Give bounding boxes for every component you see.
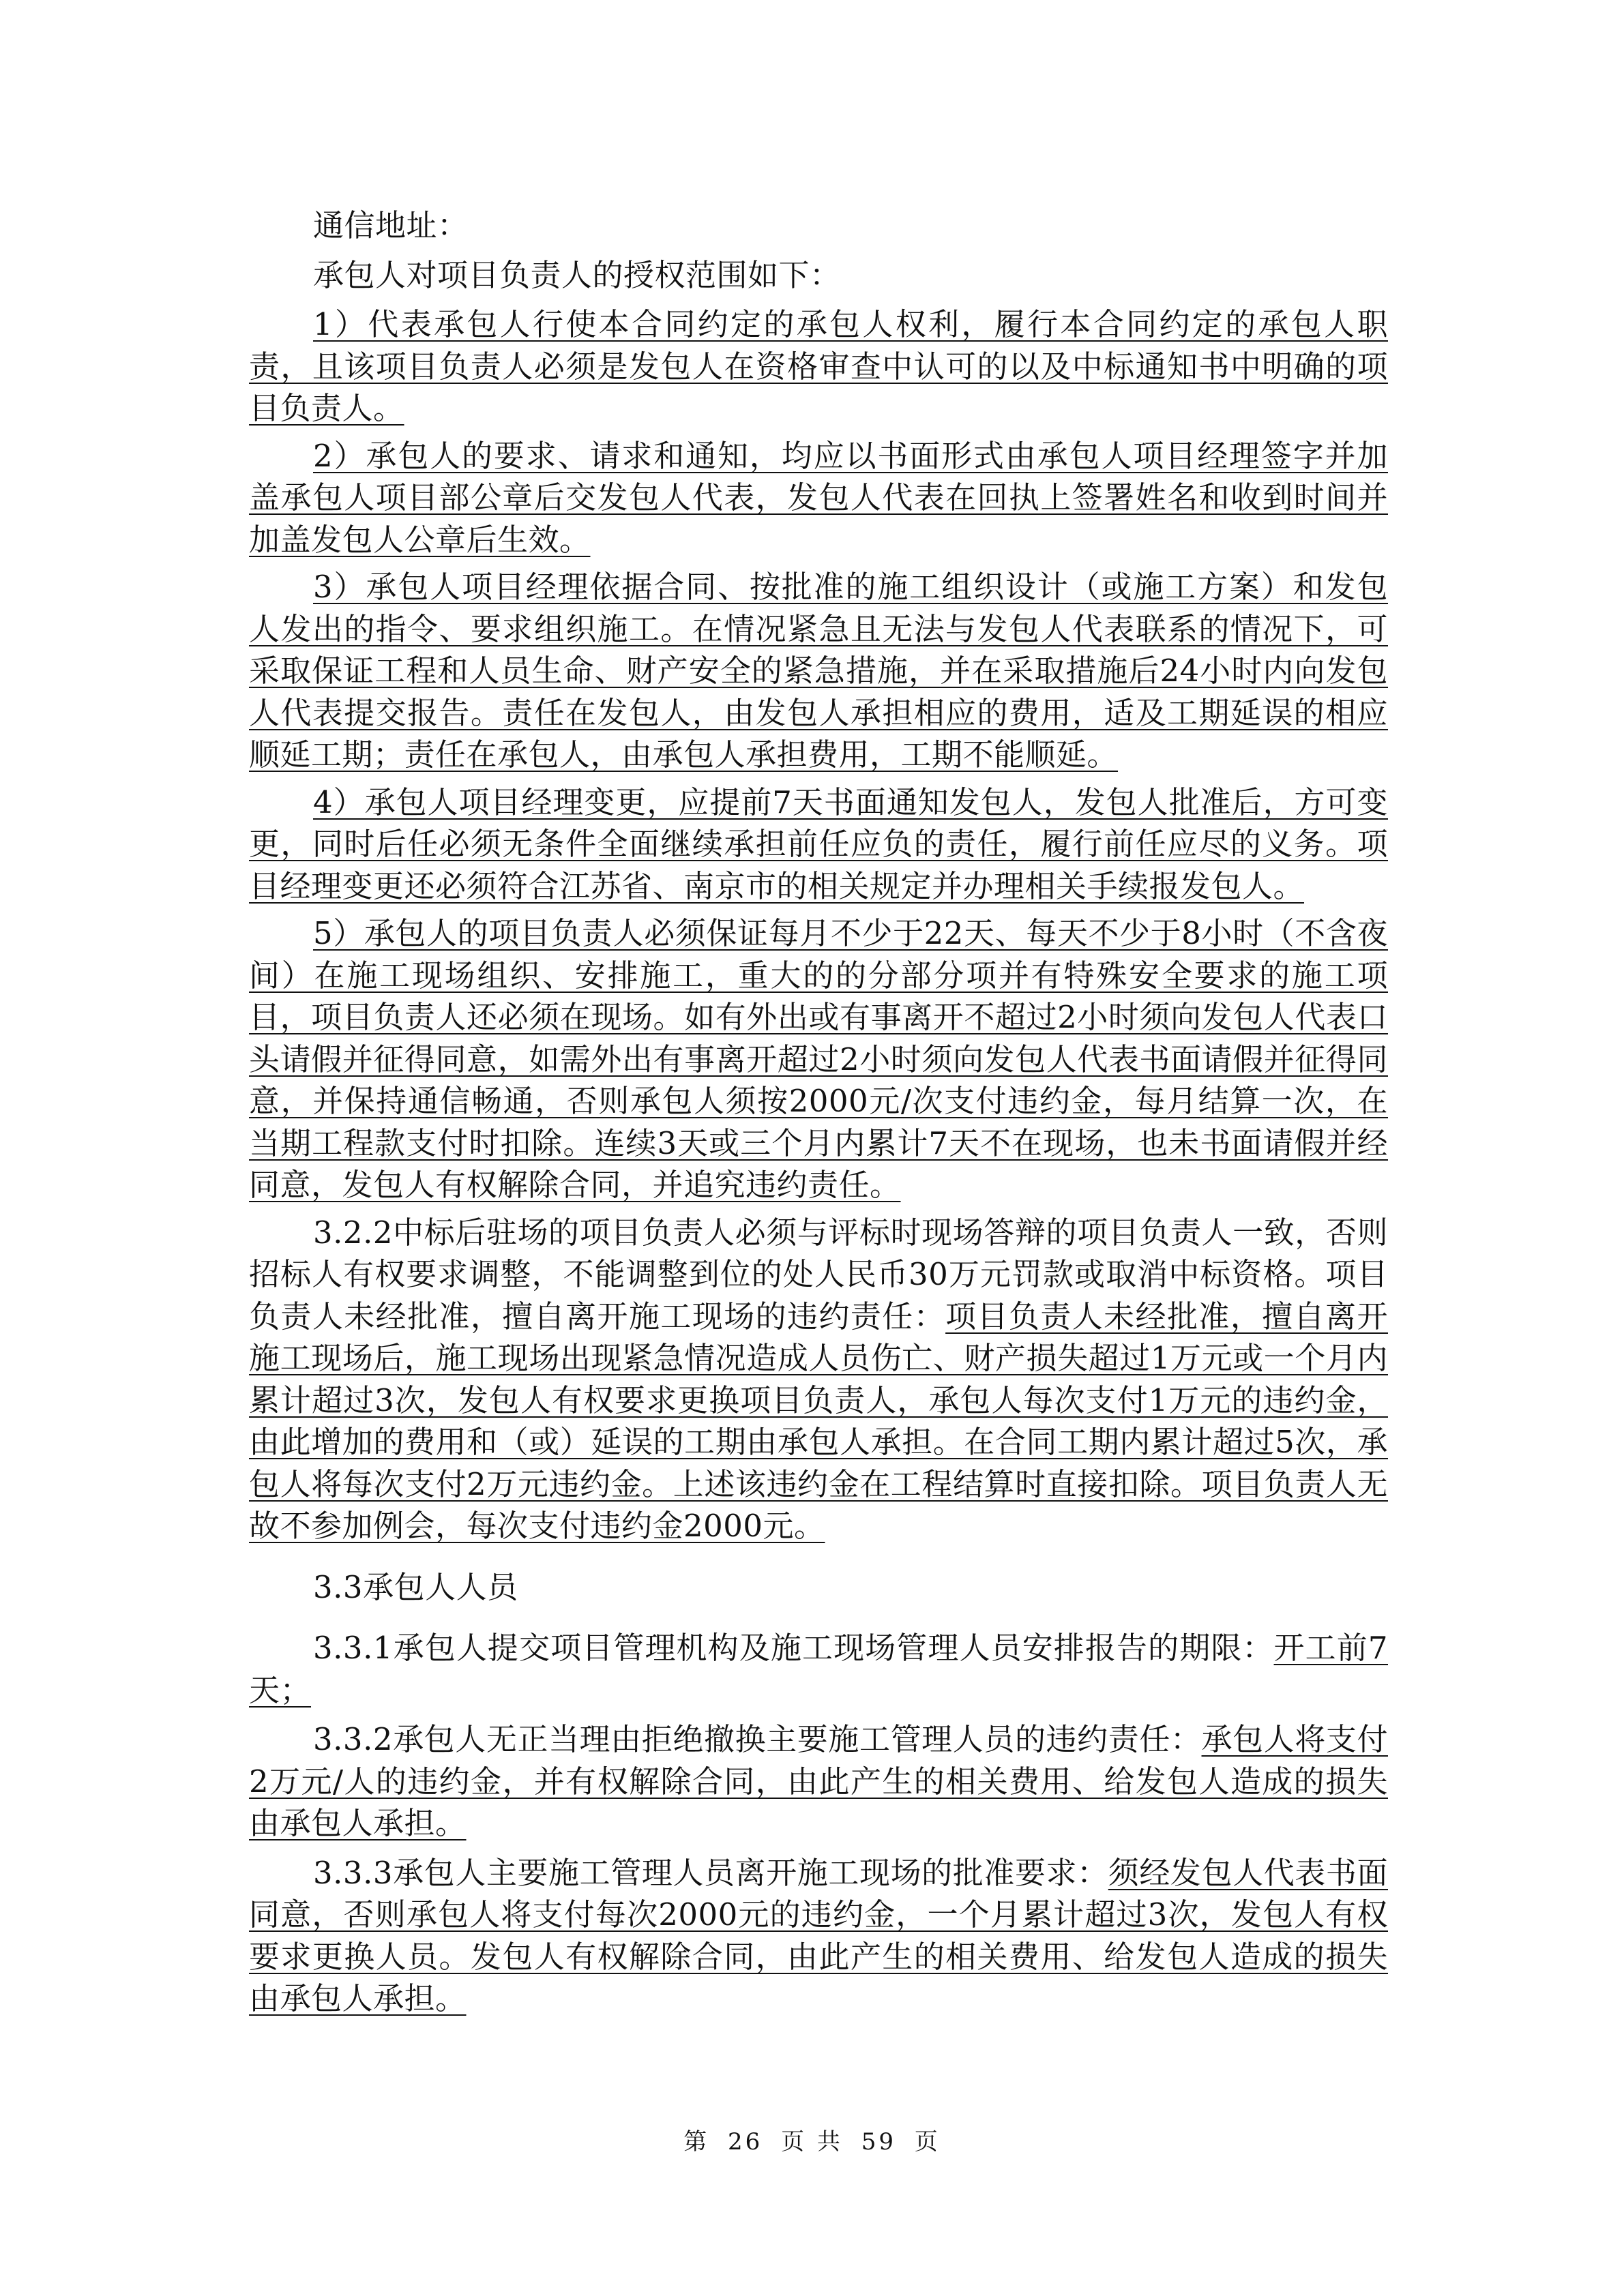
- underlined-text: 开工前7天；: [249, 1630, 1388, 1708]
- page-footer: [0, 2123, 1624, 2156]
- paragraph-item-2: [249, 435, 1388, 561]
- paragraph-text: 承包人对项目负责人的授权范围如下：: [313, 256, 841, 293]
- paragraph-text: 3.2.2中标后驻场的项目负责人必须与评标时现场答辩的项目负责人一致，否则招标人有权要求调整，不能调整到位的处人民币30万元罚款或取消中标资格。项目负责人未经批准，擅自离开施工现场的违约责任：: [249, 1214, 1388, 1335]
- paragraph-text: 3.3.3承包人主要施工管理人员离开施工现场的批准要求：: [313, 1854, 1108, 1891]
- underlined-text: 须经发包人代表书面同意，否则承包人将支付每次2000元的违约金，一个月累计超过3次，发包人有权要求更换人员。发包人有权解除合同，由此产生的相关费用、给发包人造成的损失由承包人承担。: [249, 1854, 1388, 2016]
- footer-current-page: 26: [728, 2128, 763, 2156]
- paragraph-text: 通信地址：: [313, 207, 469, 243]
- underlined-text: 1）代表承包人行使本合同约定的承包人权利，履行本合同约定的承包人职责，且该项目负责人必须是发包人在资格审查中认可的以及中标通知书中明确的项目负责人。: [249, 306, 1388, 426]
- paragraph-item-4: [249, 781, 1388, 908]
- underlined-text: 4）承包人项目经理变更，应提前7天书面通知发包人，发包人批准后，方可变更，同时后任必须无条件全面继续承担前任应负的责任，履行前任应尽的义务。项目经理变更还必须符合江苏省、南京市的相关规定并办理相关手续报发包人。: [249, 784, 1388, 904]
- footer-middle: 页 共: [781, 2128, 843, 2156]
- paragraph-item-5: [249, 912, 1388, 1206]
- underlined-text: 5）承包人的项目负责人必须保证每月不少于22天、每天不少于8小时（不含夜间）在施工现场组织、安排施工，重大的的分部分项并有特殊安全要求的施工项目，项目负责人还必须在现场。如有外出或有事离开不超过2小时须向发包人代表口头请假并征得同意，如需外出有事离开超过2小时须向发包人代表书面请假并征得同意，并保持通信畅通，否则承包人须按2000元/次支付违约金，每月结算一次，在当期工程款支付时扣除。连续3天或三个月内累计7天不在现场，也未书面请假并经同意，发包人有权解除合同，并追究违约责任。: [249, 915, 1388, 1203]
- paragraph-text: 3.3.1承包人提交项目管理机构及施工现场管理人员安排报告的期限：: [313, 1630, 1274, 1666]
- paragraph-item-3: [249, 566, 1388, 776]
- footer-suffix: 页: [914, 2128, 941, 2156]
- paragraph-3-3-3: [249, 1852, 1388, 2020]
- paragraph-3-3-1: [249, 1627, 1388, 1711]
- underlined-text: 3）承包人项目经理依据合同、按批准的施工组织设计（或施工方案）和发包人发出的指令、要求组织施工。在情况紧急且无法与发包人代表联系的情况下，可采取保证工程和人员生命、财产安全的紧急措施，并在采取措施后24小时内向发包人代表提交报告。责任在发包人，由发包人承担相应的费用，适及工期延误的相应顺延工期；责任在承包人，由承包人承担费用，工期不能顺延。: [249, 569, 1388, 773]
- section-heading-3-3: [249, 1566, 1388, 1609]
- paragraph-3-2-2: [249, 1212, 1388, 1547]
- underlined-text: 承包人将支付2万元/人的违约金，并有权解除合同，由此产生的相关费用、给发包人造成的损失由承包人承担。: [249, 1721, 1388, 1841]
- paragraph-text: 3.3承包人人员: [313, 1568, 518, 1605]
- paragraph-item-1: [249, 303, 1388, 430]
- paragraph-address: [249, 205, 1388, 247]
- paragraph-3-3-2: [249, 1718, 1388, 1845]
- underlined-text: 项目负责人未经批准，擅自离开施工现场后，施工现场出现紧急情况造成人员伤亡、财产损失超过1万元或一个月内累计超过3次，发包人有权要求更换项目负责人，承包人每次支付1万元的违约金，由此增加的费用和（或）延误的工期由承包人承担。在合同工期内累计超过5次，承包人将每次支付2万元违约金。上述该违约金在工程结算时直接扣除。项目负责人无故不参加例会，每次支付违约金2000元。: [249, 1298, 1388, 1544]
- footer-total-pages: 59: [861, 2128, 896, 2156]
- document-body: [249, 205, 1388, 2020]
- underlined-text: 2）承包人的要求、请求和通知，均应以书面形式由承包人项目经理签字并加盖承包人项目部公章后交发包人代表，发包人代表在回执上签署姓名和收到时间并加盖发包人公章后生效。: [249, 437, 1388, 558]
- footer-prefix: 第: [683, 2128, 710, 2156]
- paragraph-text: 3.3.2承包人无正当理由拒绝撤换主要施工管理人员的违约责任：: [313, 1721, 1202, 1757]
- paragraph-authorization-intro: [249, 254, 1388, 297]
